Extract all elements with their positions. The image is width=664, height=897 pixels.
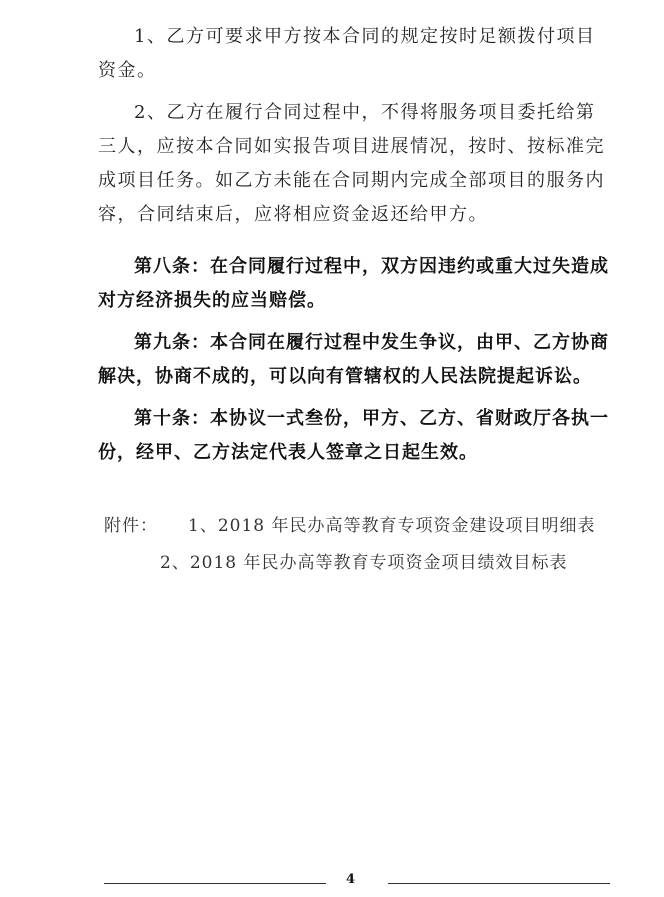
attachment-item-2: 2、2018 年民办高等教育专项资金项目绩效目标表 xyxy=(160,553,568,573)
page-number: 4 xyxy=(346,872,356,887)
footer-rule-left xyxy=(104,883,326,884)
footer-rule-right xyxy=(388,883,610,884)
article-8: 第八条：在合同履行过程中，双方因违约或重大过失造成对方经济损失的应当赔偿。 xyxy=(98,256,609,311)
article-10: 第十条：本协议一式叁份，甲方、乙方、省财政厅各执一份，经甲、乙方法定代表人签章之日起生效。 xyxy=(98,408,609,463)
clause-paragraph-1: 1、乙方可要求甲方按本合同的规定按时足额拨付项目资金。 xyxy=(98,26,596,81)
attachment-item-1: 1、2018 年民办高等教育专项资金建设项目明细表 xyxy=(188,516,596,536)
clause-paragraph-2: 2、乙方在履行合同过程中，不得将服务项目委托给第三人，应按本合同如实报告项目进展情况，按时、按标准完成项目任务。如乙方未能在合同期内完成全部项目的服务内容，合同结束后，应将相应资金返还给甲方。 xyxy=(98,102,605,225)
attachments-label: 附件： xyxy=(104,516,158,536)
article-9: 第九条：本合同在履行过程中发生争议，由甲、乙方协商解决，协商不成的，可以向有管辖权的人民法院提起诉讼。 xyxy=(98,332,609,387)
